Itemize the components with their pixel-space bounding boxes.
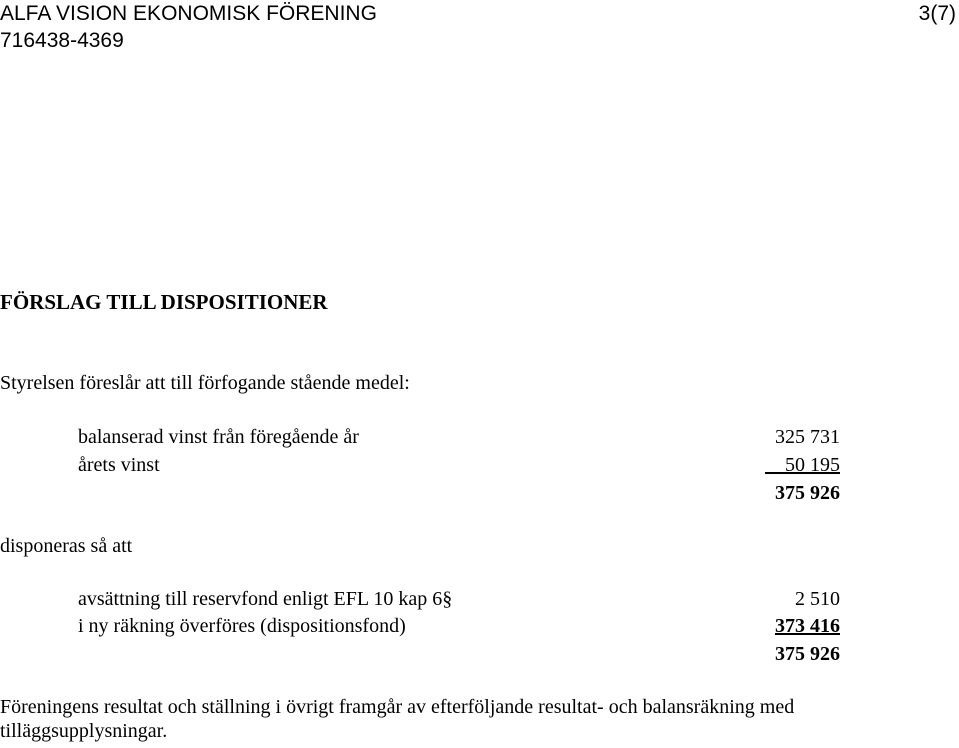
disposition-row-value (680, 614, 840, 638)
funds-row-label: balanserad vinst från föregående år (78, 426, 359, 448)
funds-total: 375 926 (775, 482, 840, 504)
disposition-total: 375 926 (775, 643, 840, 665)
disposition-heading: disponeras så att (0, 535, 133, 557)
page-indicator: 3(7) (918, 2, 956, 25)
footer-text-line: Föreningens resultat och ställning i övrigt framgår av efterföljande resultat- och balansräkning med (0, 696, 795, 718)
disposition-row-value-text: 373 416 (775, 615, 840, 637)
funds-row-label: årets vinst (78, 454, 160, 476)
disposition-row-label: avsättning till reservfond enligt EFL 10 kap 6§ (78, 588, 453, 610)
funds-row-value (680, 453, 840, 477)
intro-text: Styrelsen föreslår att till förfogande stående medel: (0, 372, 410, 394)
organization-number: 716438-4369 (0, 29, 124, 52)
organization-name: ALFA VISION EKONOMISK FÖRENING (0, 2, 377, 25)
disposition-row-label: i ny räkning överföres (dispositionsfond) (78, 615, 406, 637)
funds-row-value-text: 50 195 (785, 454, 840, 476)
section-title: FÖRSLAG TILL DISPOSITIONER (0, 290, 328, 314)
funds-row-value: 325 731 (775, 426, 840, 448)
disposition-row-value: 2 510 (795, 588, 840, 610)
footer-text-line: tilläggsupplysningar. (0, 720, 168, 742)
